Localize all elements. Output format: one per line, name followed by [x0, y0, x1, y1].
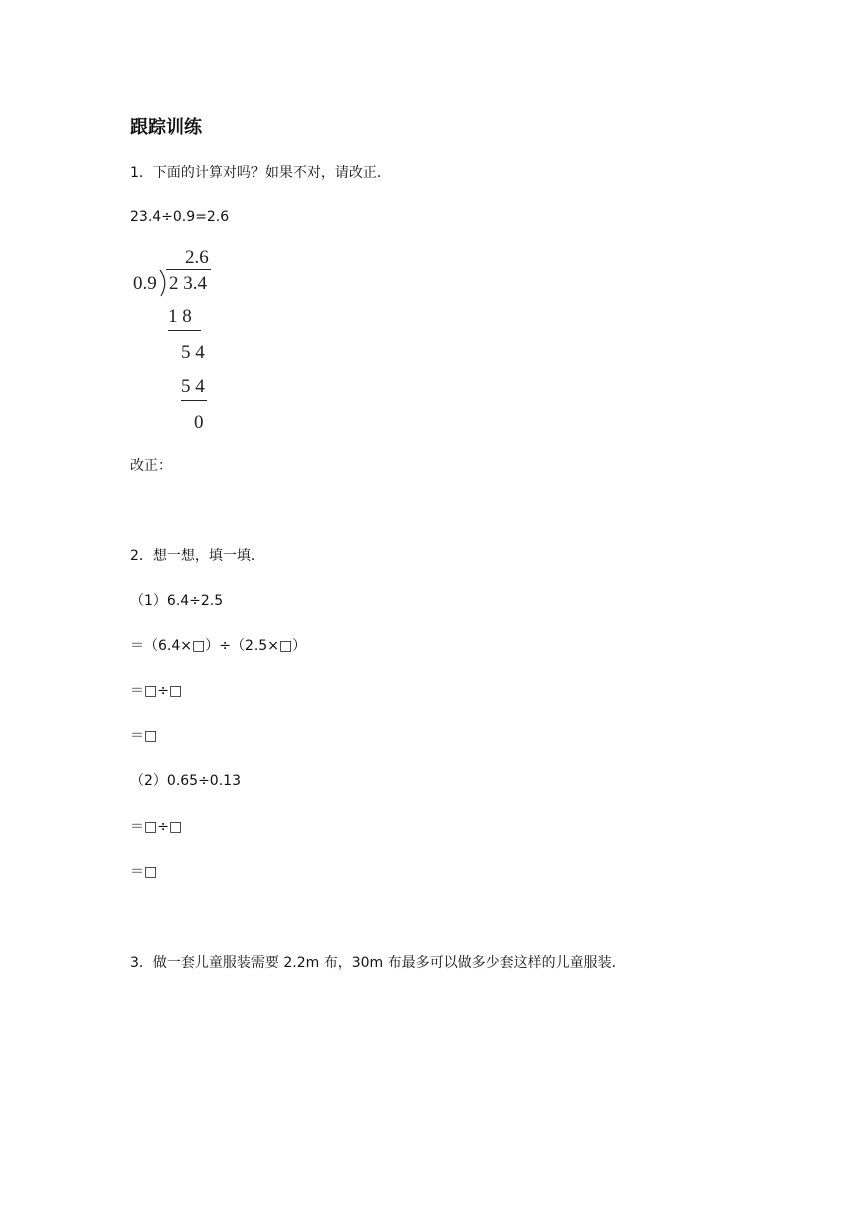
- q2-line: （2）0.65÷0.13: [130, 773, 241, 789]
- q1-correction-label: 改正：: [130, 458, 172, 474]
- division-divisor: 0.9: [133, 273, 157, 294]
- division-line2: [181, 400, 207, 401]
- q2-line: ＝□: [130, 864, 158, 880]
- q3-prompt: 3．做一套儿童服装需要 2.2m 布，30m 布最多可以做多少套这样的儿童服装．: [130, 955, 626, 971]
- division-remainder: 0: [194, 412, 204, 433]
- q1-prompt: 1．下面的计算对吗？如果不对，请改正．: [130, 165, 391, 181]
- division-step3: 5 4: [181, 376, 205, 397]
- q2-line: ＝（6.4×□）÷（2.5×□）: [130, 638, 307, 654]
- q2-line: ＝□÷□: [130, 819, 183, 835]
- division-quotient: 2.6: [185, 247, 209, 268]
- division-step1: 1 8: [168, 306, 192, 327]
- q2-line: ＝□÷□: [130, 683, 183, 699]
- division-vinculum: [166, 269, 211, 270]
- q1-equation: 23.4÷0.9=2.6: [130, 209, 230, 225]
- division-line1: [168, 330, 201, 331]
- division-step2: 5 4: [181, 342, 205, 363]
- section-title: 跟踪训练: [130, 117, 202, 138]
- division-dividend: 2 3.4: [169, 273, 207, 294]
- q2-line: ＝□: [130, 728, 158, 744]
- q2-line: （1）6.4÷2.5: [130, 593, 224, 609]
- q2-prompt: 2．想一想，填一填．: [130, 548, 265, 564]
